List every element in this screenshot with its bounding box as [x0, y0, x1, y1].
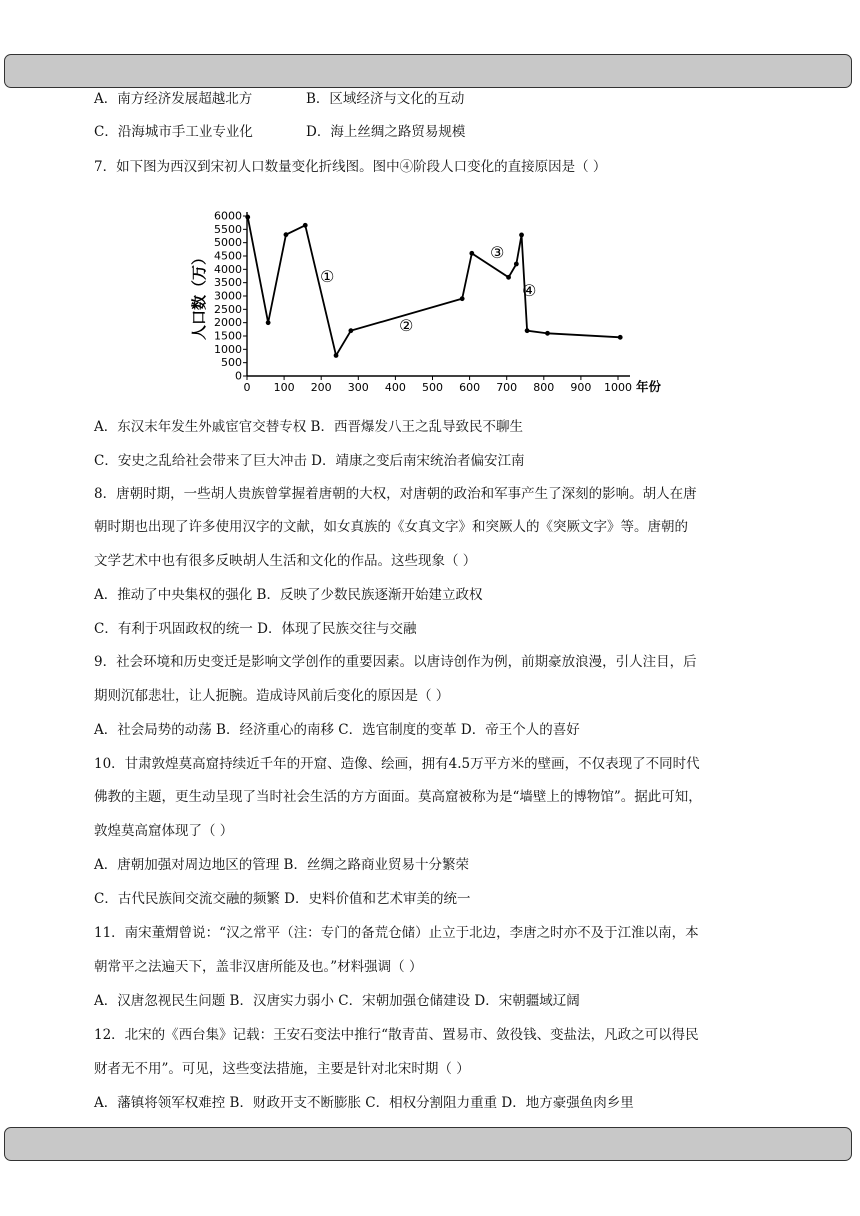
q9-option-line-1: A．社会局势的动荡 B．经济重心的南移 C．选官制度的变革 D．帝王个人的喜好 — [94, 722, 580, 738]
q10-option-line-2: C．古代民族间交流交融的频繁 D．史料价值和艺术审美的统一 — [94, 891, 471, 907]
q9-stem-line-2: 期则沉郁悲壮，让人扼腕。造成诗风前后变化的原因是（ ） — [94, 688, 450, 704]
y-tick-label: 5500 — [214, 222, 242, 236]
q6-option-a: A．南方经济发展超越北方 — [94, 91, 253, 107]
q10-stem-line-1: 10．甘肃敦煌莫高窟持续近千年的开窟、造像、绘画，拥有4.5万平方米的壁画，不仅表现了不同时代 — [94, 756, 700, 772]
data-point — [348, 328, 353, 333]
q8-option-line-1: A．推动了中央集权的强化 B．反映了少数民族逐渐开始建立政权 — [94, 587, 483, 603]
stage-label-1: ① — [320, 267, 335, 286]
q7-stem: 7．如下图为西汉到宋初人口数量变化折线图。图中④阶段人口变化的直接原因是（ ） — [94, 159, 607, 175]
y-tick-label: 4000 — [214, 262, 242, 276]
y-tick-label: 2000 — [214, 316, 242, 330]
q10-stem-line-3: 敦煌莫高窟体现了（ ） — [94, 823, 234, 839]
y-tick-label: 6000 — [214, 209, 242, 223]
population-series-line — [248, 217, 620, 355]
data-point — [245, 215, 250, 220]
data-point — [514, 262, 519, 267]
stage-label-3: ③ — [490, 243, 505, 262]
x-tick-label: 600 — [459, 381, 481, 394]
data-point — [525, 328, 530, 333]
stage-label-2: ② — [399, 316, 414, 335]
y-axis-label: 人口数（万） — [190, 249, 208, 341]
q10-option-line-1: A．唐朝加强对周边地区的管理 B．丝绸之路商业贸易十分繁荣 — [94, 857, 469, 873]
x-tick-label: 100 — [273, 381, 295, 394]
y-tick-label: 4500 — [214, 249, 242, 263]
y-tick-label: 500 — [221, 356, 242, 370]
y-tick-label: 3000 — [214, 289, 242, 303]
q8-option-line-2: C．有利于巩固政权的统一 D．体现了民族交往与交融 — [94, 621, 417, 637]
data-point — [266, 320, 271, 325]
series-points — [245, 215, 622, 358]
q11-stem-line-2: 朝常平之法遍天下，盖非汉唐所能及也。”材料强调（ ） — [94, 959, 423, 975]
y-tick-label: 0 — [235, 369, 242, 383]
q6-option-d: D．海上丝绸之路贸易规模 — [306, 124, 466, 140]
q7-option-line-2: C．安史之乱给社会带来了巨大冲击 D．靖康之变后南宋统治者偏安江南 — [94, 453, 525, 469]
y-tick-label: 1500 — [214, 329, 242, 343]
x-axis-ticks — [244, 376, 633, 394]
stage-labels — [320, 243, 536, 335]
q6-option-c: C．沿海城市手工业专业化 — [94, 124, 253, 140]
y-axis-ticks — [214, 210, 247, 383]
x-tick-label: 0 — [243, 381, 251, 394]
x-tick-label: 1000 — [604, 381, 632, 394]
y-tick-label: 3500 — [214, 276, 242, 290]
q7-option-line-1: A．东汉末年发生外戚宦官交替专权 B．西晋爆发八王之乱导致民不聊生 — [94, 419, 523, 435]
header-bar — [4, 54, 852, 88]
q8-stem-line-2: 朝时期也出现了许多使用汉字的文献，如女真族的《女真文字》和突厥人的《突厥文字》等。唐朝的 — [94, 519, 688, 535]
x-tick-label: 700 — [496, 381, 518, 394]
x-tick-label: 800 — [533, 381, 555, 394]
y-tick-label: 1000 — [214, 342, 242, 356]
data-point — [506, 275, 511, 280]
q12-option-line-1: A．藩镇将领军权难控 B．财政开支不断膨胀 C．相权分割阻力重重 D．地方豪强鱼肉乡里 — [94, 1095, 634, 1111]
q11-option-line-1: A．汉唐忽视民生问题 B．汉唐实力弱小 C．宋朝加强仓储建设 D．宋朝疆域辽阔 — [94, 993, 580, 1009]
data-point — [334, 353, 339, 358]
data-point — [303, 223, 308, 228]
y-tick-label: 5000 — [214, 236, 242, 250]
data-point — [618, 335, 623, 340]
q8-stem-line-3: 文学艺术中也有很多反映胡人生活和文化的作品。这些现象（ ） — [94, 553, 477, 569]
population-line-chart — [180, 200, 680, 400]
q12-stem-line-2: 财者无不用”。可见，这些变法措施，主要是针对北宋时期（ ） — [94, 1061, 470, 1077]
x-tick-label: 500 — [422, 381, 443, 394]
y-tick-label: 2500 — [214, 302, 242, 316]
x-tick-label: 400 — [384, 381, 406, 394]
data-point — [460, 296, 465, 301]
stage-label-4: ④ — [522, 281, 537, 300]
q8-stem-line-1: 8．唐朝时期，一些胡人贵族曾掌握着唐朝的大权，对唐朝的政治和军事产生了深刻的影响。胡人在唐 — [94, 486, 697, 502]
q9-stem-line-1: 9．社会环境和历史变迁是影响文学创作的重要因素。以唐诗创作为例，前期豪放浪漫，引人注目，后 — [94, 654, 697, 670]
x-tick-label: 200 — [310, 381, 332, 394]
data-point — [469, 251, 474, 256]
x-axis-label: 年份 — [636, 379, 662, 394]
x-tick-label: 900 — [570, 381, 592, 394]
q11-stem-line-1: 11．南宋董煟曾说：“汉之常平（注：专门的备荒仓储）止立于北边，李唐之时亦不及于江淮以南，本 — [94, 925, 699, 941]
x-tick-label: 300 — [347, 381, 369, 394]
data-point — [545, 331, 550, 336]
q10-stem-line-2: 佛教的主题，更生动呈现了当时社会生活的方方面面。莫高窟被称为是“墙壁上的博物馆”。据此可知， — [94, 789, 702, 805]
data-point — [284, 232, 289, 237]
q6-option-b: B．区域经济与文化的互动 — [306, 91, 465, 107]
footer-bar — [4, 1127, 852, 1161]
data-point — [519, 233, 524, 238]
q12-stem-line-1: 12．北宋的《西台集》记载：王安石变法中推行“散青苗、置易市、敛役钱、变盐法，凡政之可以得民 — [94, 1027, 699, 1043]
